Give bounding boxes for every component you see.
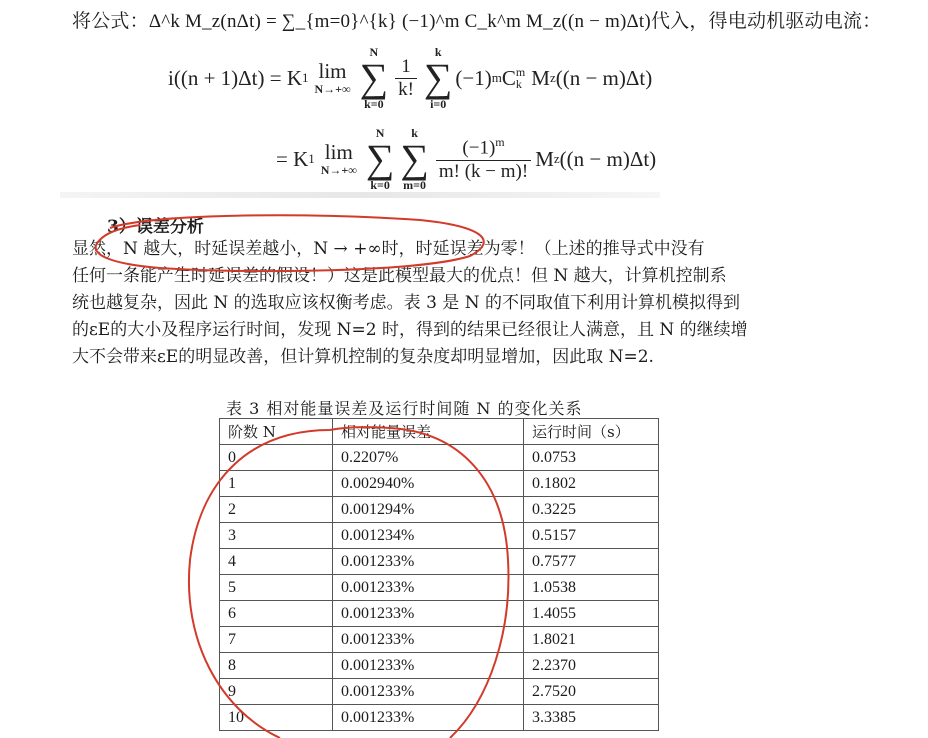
table-caption: 表 3 相对能量误差及运行时间随 N 的变化关系 <box>226 399 583 418</box>
paragraph-line: 统也越复杂，因此 N 的选取应该权衡考虑。表 3 是 N 的不同取值下利用计算机模拟得到 <box>72 293 740 313</box>
table-row: 4 0.001233% 0.7577 <box>220 549 659 575</box>
table-row: 8 0.001233% 2.2370 <box>220 653 659 679</box>
eq2-tail: M <box>535 146 554 171</box>
eq2-fraction: $\frac{(-1)^m}{m! (k - m)!}$ <box>436 135 531 182</box>
eq2-lhs: = K <box>276 146 309 171</box>
table-row: 5 0.001233% 1.0538 <box>220 575 659 601</box>
section-heading: 3）误差分析 <box>107 217 204 237</box>
paragraph-line: 任何一条能产生时延误差的假设！）这是此模型最大的优点！但 N 越大，计算机控制系 <box>72 266 727 286</box>
header-error: 相对能量误差 <box>333 419 524 445</box>
paragraph-line: 的εE的大小及程序运行时间，发现 N=2 时，得到的结果已经很让人满意，且 N 的继续增 <box>72 320 748 340</box>
header-order: 阶数 N <box>220 419 333 445</box>
eq2-sum-outer: N ∑ k=0 <box>365 126 395 192</box>
table-header-row <box>220 419 659 445</box>
eq1-term: (−1) <box>455 65 492 90</box>
equation-2: = K 1 lim N→+∞ N ∑ k=0 k ∑ m=0 $\frac{(-1)^m}{m! (k - m)!}$ M z ((n − m)Δt) <box>276 126 657 192</box>
eq1-fraction: $\frac{1}{k!}$ <box>395 56 417 101</box>
table-row: 7 0.001233% 1.8021 <box>220 627 659 653</box>
intro-formula: Δ^k M_z(nΔt) = ∑_{m=0}^{k} (−1)^m C_k^m M_z((n − m)Δt) <box>148 11 651 32</box>
paragraph-line: 大不会带来εE的明显改善，但计算机控制的复杂度却明显增加，因此取 N=2. <box>72 347 654 367</box>
eq1-sum-outer: N ∑ k=0 <box>359 45 389 111</box>
body-paragraph <box>72 236 812 371</box>
table-row: 6 0.001233% 1.4055 <box>220 601 659 627</box>
eq1-limit: lim N→+∞ <box>314 58 351 96</box>
eq2-sum-inner: k ∑ m=0 <box>400 126 429 192</box>
eq1-tail: M <box>531 65 550 90</box>
table-row: 1 0.002940% 0.1802 <box>220 471 659 497</box>
data-table <box>219 418 659 731</box>
equation-1: i((n + 1)Δt) = K 1 lim N→+∞ N ∑ k=0 $\frac{1}{k!}$ k ∑ i=0 (−1) m C m k M z ((n − m)Δt) <box>168 45 653 111</box>
table-row: 10 0.001233% 3.3385 <box>220 705 659 731</box>
eq1-lhs: i((n + 1)Δt) = K <box>168 65 302 90</box>
eq1-coef: C <box>501 65 516 90</box>
intro-suffix: 代入，得电动机驱动电流： <box>650 10 882 32</box>
paragraph-line: 显然，N 越大，时延误差越小，N → +∞时，时延误差为零！（上述的推导式中没有 <box>72 239 705 259</box>
table-row: 0 0.2207% 0.0753 <box>220 445 659 471</box>
faint-separator <box>60 192 660 198</box>
table-row: 2 0.001294% 0.3225 <box>220 497 659 523</box>
table-row: 3 0.001234% 0.5157 <box>220 523 659 549</box>
eq1-sum-inner: k ∑ i=0 <box>423 45 453 111</box>
eq2-limit: lim N→+∞ <box>320 139 357 177</box>
intro-prefix: 将公式： <box>72 10 149 32</box>
table-row: 9 0.001233% 2.7520 <box>220 679 659 705</box>
header-runtime: 运行时间（s） <box>524 419 659 445</box>
intro-line <box>72 6 881 33</box>
